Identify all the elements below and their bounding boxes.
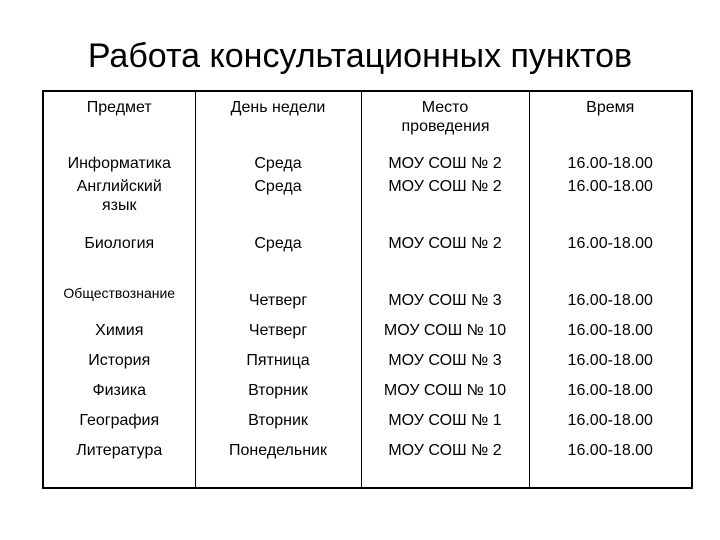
cell-subject: Биология: [43, 227, 195, 284]
cell-day: Понедельник: [195, 434, 361, 488]
cell-place: МОУ СОШ № 3: [361, 284, 529, 314]
header-time: Время: [529, 91, 692, 147]
cell-day: Среда: [195, 227, 361, 284]
cell-subject: Информатика: [43, 147, 195, 177]
cell-subject: История: [43, 344, 195, 374]
cell-day: Вторник: [195, 374, 361, 404]
header-subject: Предмет: [43, 91, 195, 147]
cell-time: 16.00-18.00: [529, 374, 692, 404]
table-row: [43, 147, 692, 177]
cell-place: МОУ СОШ № 2: [361, 227, 529, 284]
cell-place: МОУ СОШ № 3: [361, 344, 529, 374]
cell-place: МОУ СОШ № 2: [361, 147, 529, 177]
cell-day: Среда: [195, 177, 361, 227]
cell-subject: Физика: [43, 374, 195, 404]
table-row: [43, 177, 692, 227]
cell-subject: Химия: [43, 314, 195, 344]
page-title: Работа консультационных пунктов: [87, 37, 633, 75]
header-day: День недели: [195, 91, 361, 147]
cell-place: МОУ СОШ № 2: [361, 434, 529, 488]
cell-subject: Английский язык: [43, 177, 195, 227]
table-row: [43, 284, 692, 314]
cell-day: Четверг: [195, 314, 361, 344]
cell-subject: Обществознание: [43, 284, 195, 314]
table-row: [43, 374, 692, 404]
cell-place: МОУ СОШ № 1: [361, 404, 529, 434]
cell-day: Пятница: [195, 344, 361, 374]
cell-time: 16.00-18.00: [529, 314, 692, 344]
table-row: [43, 434, 692, 488]
cell-day: Среда: [195, 147, 361, 177]
cell-time: 16.00-18.00: [529, 177, 692, 227]
cell-place: МОУ СОШ № 2: [361, 177, 529, 227]
cell-subject: География: [43, 404, 195, 434]
cell-place: МОУ СОШ № 10: [361, 374, 529, 404]
cell-day: Четверг: [195, 284, 361, 314]
cell-time: 16.00-18.00: [529, 344, 692, 374]
cell-day: Вторник: [195, 404, 361, 434]
cell-time: 16.00-18.00: [529, 227, 692, 284]
cell-place: МОУ СОШ № 10: [361, 314, 529, 344]
table-row: [43, 344, 692, 374]
cell-time: 16.00-18.00: [529, 284, 692, 314]
header-row: [43, 91, 692, 147]
cell-time: 16.00-18.00: [529, 404, 692, 434]
table-row: [43, 404, 692, 434]
cell-time: 16.00-18.00: [529, 434, 692, 488]
cell-subject: Литература: [43, 434, 195, 488]
table-row: [43, 314, 692, 344]
table-row: [43, 227, 692, 284]
cell-time: 16.00-18.00: [529, 147, 692, 177]
schedule-table: [42, 90, 693, 489]
header-place: Место проведения: [361, 91, 529, 147]
